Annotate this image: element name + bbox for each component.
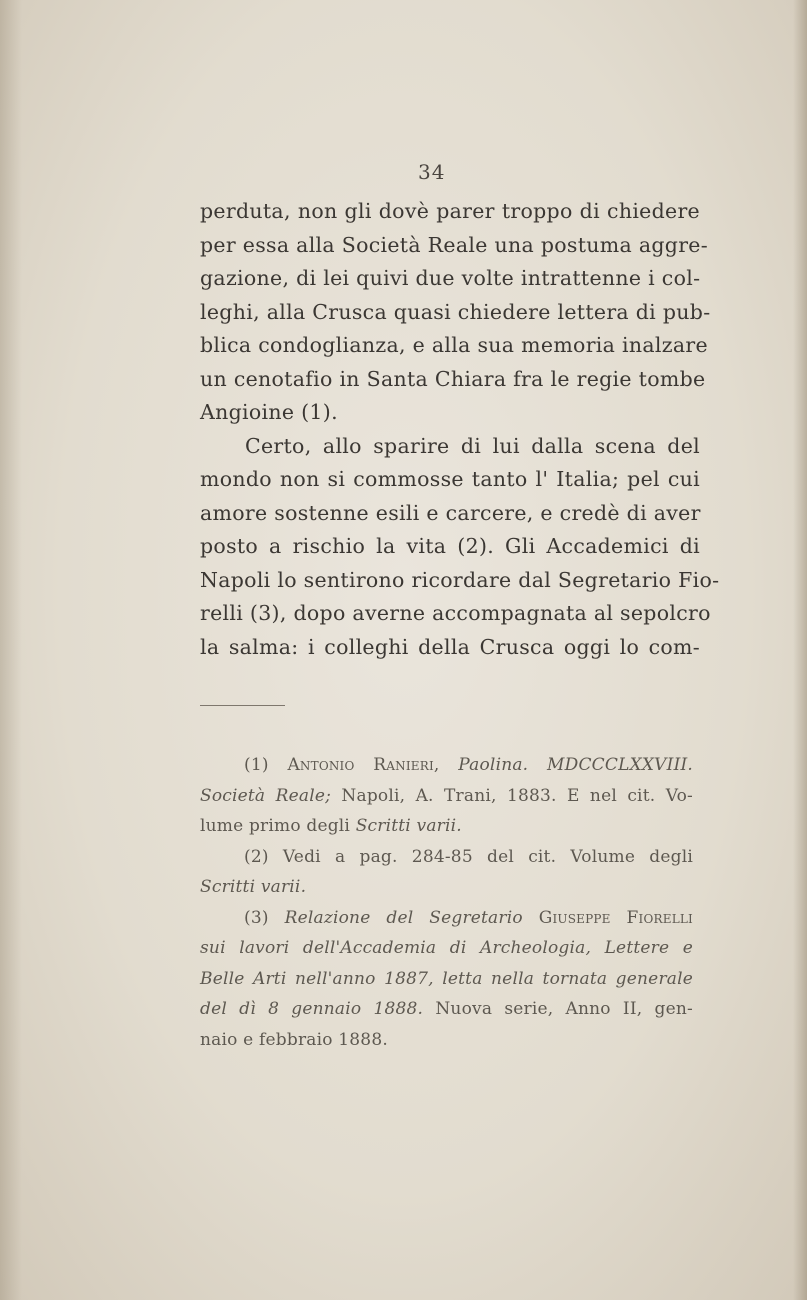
body-line: per essa alla Società Reale una postuma aggre- [200, 232, 708, 257]
footnote-2-line: Scritti varii. [200, 877, 307, 897]
footnotes [200, 750, 693, 1055]
footnote-text: Napoli, A. Trani, 1883. E nel cit. Vo- [341, 785, 693, 806]
footnote-1-line [200, 781, 693, 812]
footnote-text: lume primo degli [200, 816, 351, 836]
body-line: leghi, alla Crusca quasi chiedere lettera di pub- [200, 299, 711, 324]
footnote-mark: (2) [244, 846, 269, 867]
body-line: la salma: i colleghi della Crusca oggi lo com- [200, 634, 700, 659]
body-line: Angioine (1). [200, 400, 338, 424]
footnote-mark: (3) [244, 907, 269, 928]
body-line: amore sostenne esili e carcere, e credè di aver [200, 500, 701, 525]
body-line: mondo non si commosse tanto l' Italia; pel cui [200, 467, 700, 491]
footnote-3-line [200, 994, 693, 1025]
body-line: relli (3), dopo averne accompagnata al sepolcro [200, 601, 711, 625]
body-line: blica condoglianza, e alla sua memoria inalzare [200, 333, 708, 357]
body-line: gazione, di lei quivi due volte intrattenne i col- [200, 266, 701, 290]
footnote-text: Vedi a pag. 284-85 del cit. Volume degli [282, 846, 693, 867]
footnote-text: Nuova serie, Anno II, gen- [435, 999, 693, 1019]
footnote-author: Antonio Ranieri, [287, 755, 440, 775]
footnote-1-line [200, 811, 693, 842]
footnote-title: Scritti varii. [355, 816, 462, 836]
footnote-mark: (1) [244, 755, 269, 775]
body-line: Certo, allo sparire di lui dalla scena del [245, 433, 700, 458]
footnote-3-line: naio e febbraio 1888. [200, 1029, 388, 1050]
footnote-separator [200, 705, 285, 706]
footnote-2-line [200, 842, 693, 873]
footnote-title: Relazione del Segretario [284, 907, 523, 928]
body-line: un cenotafio in Santa Chiara fra le regie tombe [200, 366, 706, 391]
footnote-author: Giuseppe Fiorelli [538, 907, 693, 928]
body-line: posto a rischio la vita (2). Gli Accademici di [200, 534, 700, 558]
footnote-3-line [200, 903, 693, 934]
page-number: 34 [418, 160, 446, 184]
page-edge-shadow-left [0, 0, 22, 1300]
body-line: perduta, non gli dovè parer troppo di chiedere [200, 199, 700, 223]
footnote-title: Paolina. MDCCCLXXVIII. [458, 755, 694, 775]
footnote-1-line [200, 750, 693, 781]
footnote-3-line: sui lavori dell'Accademia di Archeologia, Lettere e [200, 938, 693, 958]
footnote-publisher: Società Reale; [200, 785, 332, 806]
body-text [200, 195, 720, 664]
body-line: Napoli lo sentirono ricordare dal Segretario Fio- [200, 567, 720, 592]
footnote-title: del dì 8 gennaio 1888. [200, 999, 424, 1019]
footnote-3-line: Belle Arti nell'anno 1887, letta nella tornata generale [200, 968, 693, 989]
page-edge-shadow-right [793, 0, 807, 1300]
